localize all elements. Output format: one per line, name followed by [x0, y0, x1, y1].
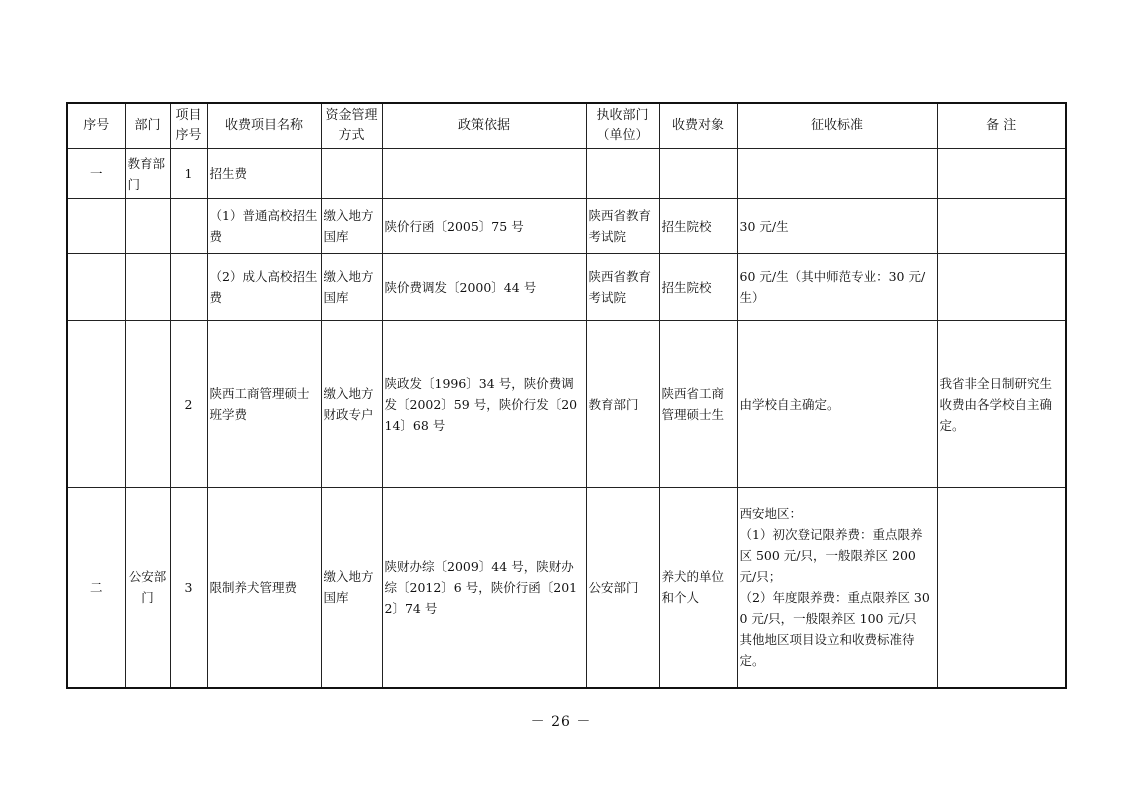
- standard-line: （1）初次登记限养费：重点限养区 500 元/只，一般限养区 200 元/只；: [739, 527, 923, 585]
- cell-payer: [659, 149, 737, 199]
- page-number: － 26 －: [530, 714, 592, 730]
- cell-seq: [67, 199, 125, 254]
- cell-item-name: 限制养犬管理费: [207, 488, 321, 688]
- standard-line: 由学校自主确定。: [739, 396, 840, 412]
- cell-payer: 养犬的单位和个人: [659, 488, 737, 688]
- cell-standard: [737, 321, 937, 488]
- cell-note: [937, 488, 1066, 688]
- header-item-name: 收费项目名称: [207, 103, 321, 149]
- header-payer: 收费对象: [659, 103, 737, 149]
- cell-collector: 陕西省教育考试院: [586, 199, 659, 254]
- cell-policy: 陕财办综〔2009〕44 号，陕财办综〔2012〕6 号，陕价行函〔2012〕74 号: [382, 488, 586, 688]
- cell-item-seq: [170, 254, 207, 321]
- cell-item-name: （1）普通高校招生费: [207, 199, 321, 254]
- header-item-seq: 项目序号: [170, 103, 207, 149]
- cell-policy: 陕价行函〔2005〕75 号: [382, 199, 586, 254]
- cell-standard: [737, 149, 937, 199]
- cell-fund-mgmt: 缴入地方财政专户: [321, 321, 382, 488]
- cell-note: [937, 149, 1066, 199]
- standard-line: （2）年度限养费：重点限养区 300 元/只，一般限养区 100 元/只: [739, 590, 930, 627]
- cell-seq: [67, 254, 125, 321]
- cell-standard: [737, 199, 937, 254]
- cell-item-name: 陕西工商管理硕士班学费: [207, 321, 321, 488]
- cell-note: 我省非全日制研究生收费由各学校自主确定。: [937, 321, 1066, 488]
- cell-seq: 二: [67, 488, 125, 688]
- header-standard: 征收标准: [737, 103, 937, 149]
- cell-collector: [586, 149, 659, 199]
- cell-fund-mgmt: [321, 149, 382, 199]
- table-row: [67, 199, 1066, 254]
- header-fund-mgmt: 资金管理方式: [321, 103, 382, 149]
- standard-line: 60 元/生（其中师范专业：30 元/生）: [739, 269, 926, 305]
- cell-collector: 陕西省教育考试院: [586, 254, 659, 321]
- standard-line: 其他地区项目设立和收费标准待定。: [739, 632, 915, 669]
- cell-standard: [737, 254, 937, 321]
- cell-policy: 陕政发〔1996〕34 号，陕价费调发〔2002〕59 号，陕价行发〔2014〕68 号: [382, 321, 586, 488]
- table-row: [67, 488, 1066, 688]
- cell-dept: [125, 199, 170, 254]
- cell-fund-mgmt: 缴入地方国库: [321, 199, 382, 254]
- table-row: [67, 321, 1066, 488]
- table-row: [67, 149, 1066, 199]
- cell-policy: 陕价费调发〔2000〕44 号: [382, 254, 586, 321]
- standard-line: 30 元/生: [739, 218, 789, 234]
- cell-payer: 招生院校: [659, 199, 737, 254]
- cell-fund-mgmt: 缴入地方国库: [321, 254, 382, 321]
- cell-item-name: （2）成人高校招生费: [207, 254, 321, 321]
- cell-payer: 陕西省工商管理硕士生: [659, 321, 737, 488]
- cell-fund-mgmt: 缴入地方国库: [321, 488, 382, 688]
- header-seq: 序号: [67, 103, 125, 149]
- cell-seq: [67, 321, 125, 488]
- header-note: 备 注: [937, 103, 1066, 149]
- header-dept: 部门: [125, 103, 170, 149]
- table-row: [67, 254, 1066, 321]
- cell-item-name: 招生费: [207, 149, 321, 199]
- header-row: [67, 103, 1066, 149]
- cell-collector: 教育部门: [586, 321, 659, 488]
- cell-dept: [125, 321, 170, 488]
- cell-dept: 公安部门: [125, 488, 170, 688]
- cell-seq: 一: [67, 149, 125, 199]
- fee-table: [66, 102, 1067, 689]
- cell-item-seq: 1: [170, 149, 207, 199]
- standard-line: 西安地区：: [739, 506, 803, 522]
- cell-note: [937, 199, 1066, 254]
- cell-policy: [382, 149, 586, 199]
- cell-collector: 公安部门: [586, 488, 659, 688]
- cell-note: [937, 254, 1066, 321]
- cell-item-seq: [170, 199, 207, 254]
- cell-dept: [125, 254, 170, 321]
- cell-payer: 招生院校: [659, 254, 737, 321]
- cell-standard: [737, 488, 937, 688]
- cell-item-seq: 3: [170, 488, 207, 688]
- cell-dept: 教育部门: [125, 149, 170, 199]
- header-collector: 执收部门（单位）: [586, 103, 659, 149]
- cell-item-seq: 2: [170, 321, 207, 488]
- header-policy: 政策依据: [382, 103, 586, 149]
